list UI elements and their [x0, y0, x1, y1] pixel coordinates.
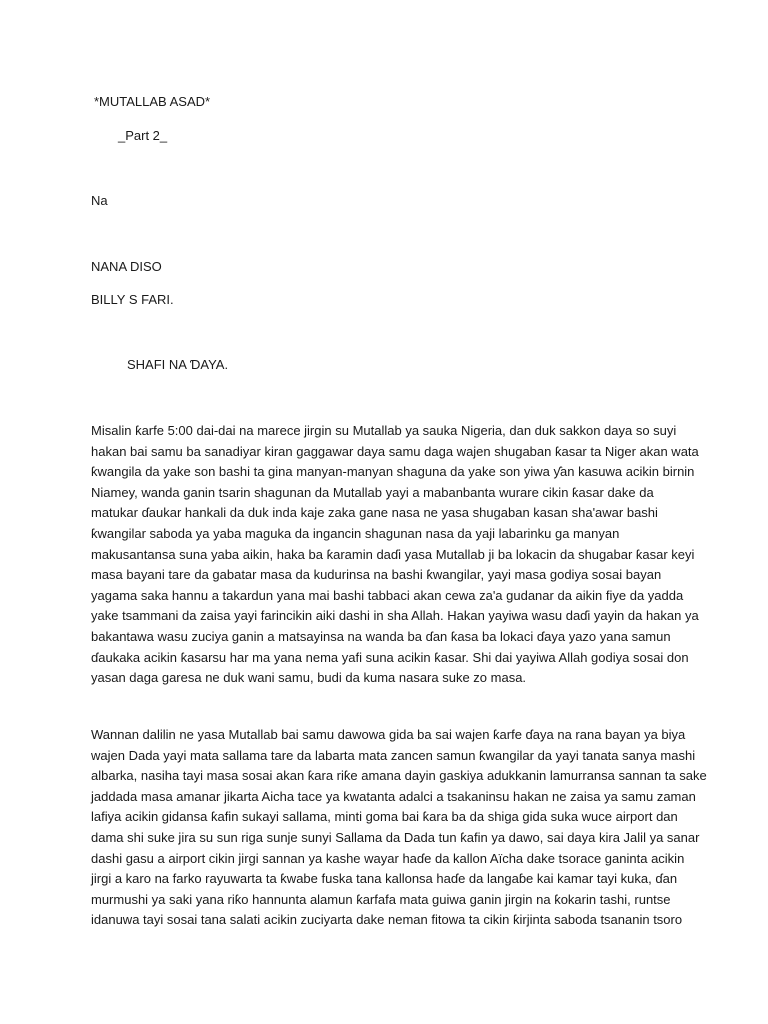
paragraph-line: ɗaukaka acikin ƙasarsu har ma yana nema yafi suna acikin ƙasar. Shi dai yayiwa Allah godiya sosai don [91, 649, 689, 665]
paragraph-line: albarka, nasiha tayi masa sosai akan ƙara riƙe amana dayin gaskiya adukkanin lamurransa sannan ta sake [91, 768, 707, 784]
paragraph-line: jaddada masa amanar jikarta Aicha tace ya kwatanta adalci a tsakaninsu hakan ne zaisa ya samu zaman [91, 788, 696, 804]
paragraph-line: Misalin ƙarfe 5:00 dai-dai na marece jirgin su Mutallab ya sauka Nigeria, dan duk sakkon daya so suyi [91, 423, 677, 438]
paragraph-line: dashi gasu a airport cikin jirgi sannan ya kashe wayar haɗe da kallon Aïcha dake tsorace ganinta acikin [91, 850, 685, 866]
paragraph-line: makusantansa suna yaba aikin, haka ba ƙaramin daɗi yasa Mutallab ji ba lokacin da shugabar ƙasar keyi [91, 546, 695, 562]
paragraph-line: lafiya acikin gidansa ƙafin sukayi sallama, minti goma bai ƙara ba da shiga gida suka wuce airport dan [91, 809, 678, 825]
paragraph-line: bakantawa wasu zuciya ganin a matsayinsa na wanda ba ɗan ƙasa ba lokaci ɗaya yazo yana samun [91, 628, 671, 644]
paragraph-line: Niamey, wanda ganin tsarin shagunan da Mutallab yayi a mabanbanta wurare cikin ƙasar dake da [91, 484, 654, 500]
paragraph-line: wajen Dada yayi mata sallama tare da labarta mata zancen samun ƙwangilar da yayi tanata sanya mashi [91, 747, 696, 763]
paragraph-line: masa bayani tare da gabatar masa da kudurinsa na bashi ƙwangilar, yayi masa godiya sosai bayan [91, 567, 662, 583]
paragraph-line: ƙwangilar saboda ya yaba maguka da ingancin shagunan nasa da yaji labarinku ga manyan [91, 525, 620, 541]
paragraph-line: idanuwa tayi sosai tana salati acikin zuciyarta dake neman fitowa ta cikin ƙirjinta saboda tsananin tsoro [91, 912, 683, 928]
part-label: _Part 2_ [118, 128, 168, 143]
paragraph-line: murmushi ya saki yana riƙo hannunta alamun ƙarfafa mata guiwa ganin jirgin na ƙokarin tashi, runtse [91, 891, 671, 907]
paragraph-line: jirgi a karo na farko rayuwarta ta ƙwabe fuska tana kallonsa haɗe da langaɓe kai kamar tayi kuka, ɗan [91, 871, 678, 887]
by-label: Na [91, 193, 108, 208]
author-name: BILLY S FARI. [91, 292, 174, 307]
body-paragraph [91, 421, 699, 689]
author-name: NANA DISO [91, 259, 162, 274]
chapter-heading: SHAFI NA ƊAYA. [127, 357, 229, 372]
paragraph-line: yake tsammani da zaisa yayi farincikin aiki dashi in sha Allah. Hakan yayiwa wasu daɗi yayin da hakan ya [91, 608, 699, 624]
paragraph-line: ƙwangila da yake son bashi ta gina manyan-manyan shaguna da yake son yiwa ƴan kasuwa acikin birnin [91, 464, 695, 480]
paragraph-line: hakan bai samu ba sanadiyar kiran gaggawar daya samu daga wajen shugaban ƙasar ta Niger akan wata [91, 443, 699, 459]
document-title: *MUTALLAB ASAD* [94, 94, 211, 109]
paragraph-line: matukar ɗaukar hankali da duk inda kaje zaka gane nasa ne yasa shugaban kasan sha'awar bashi [91, 505, 658, 521]
paragraph-line: dama shi suke jira su sun riga sunje sunyi Sallama da Dada tun ƙafin ya dawo, sai daya kira Jalil ya sanar [91, 829, 700, 845]
paragraph-line: yagama saka hannu a takardun yana mai bashi tabbaci akan cewa za'a gudanar da aikin fiye da yadda [91, 587, 684, 603]
paragraph-line: Wannan dalilin ne yasa Mutallab bai samu dawowa gida ba sai wajen ƙarfe ɗaya na rana bayan ya biya [91, 727, 686, 742]
paragraph-line: yasan daga garesa ne duk wani samu, budi da kuma nasara suke zo masa. [91, 670, 527, 686]
body-paragraph [91, 725, 707, 931]
